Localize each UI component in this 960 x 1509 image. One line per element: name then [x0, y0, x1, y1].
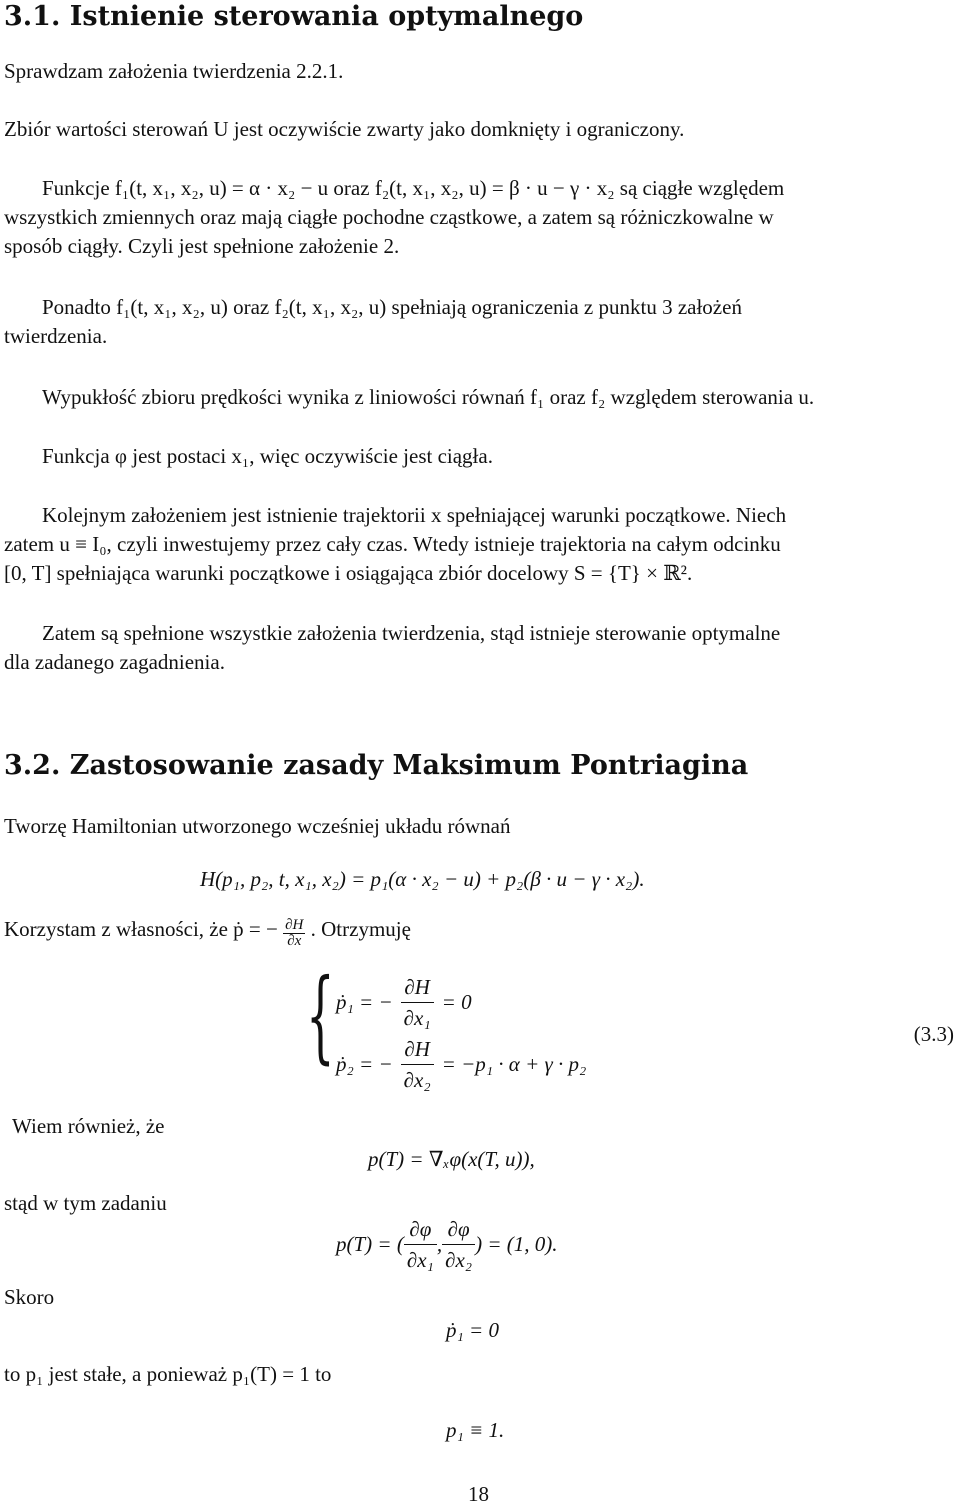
paragraph-trajectory-line2: zatem u ≡ I₀, czyli inwestujemy przez cały czas. Wtedy istnieje trajektoria na całym odcinku — [4, 532, 781, 556]
system-eq2-denominator: ∂x₂ — [403, 1068, 431, 1092]
system-eq2-rhs: = −p₁ · α + γ · p₂ — [441, 1052, 587, 1076]
system-eq1-rhs: = 0 — [441, 990, 472, 1014]
paragraph-trajectory-line3: [0, T] spełniająca warunki początkowe i osiągająca zbiór docelowy S = {T} × ℝ². — [4, 561, 693, 585]
paragraph-conclusion — [4, 619, 956, 677]
paragraph-conclusion-line1: Zatem są spełnione wszystkie założenia twierdzenia, stąd istnieje sterowanie optymalne — [42, 621, 781, 645]
equation-pT-values — [336, 1214, 558, 1275]
equation-p1-constant: p₁ ≡ 1. — [446, 1418, 505, 1442]
system-eq1-lhs: ṗ₁ = − — [336, 990, 393, 1014]
paragraph-constraints — [4, 293, 956, 351]
equation-number: (3.3) — [913, 1022, 954, 1046]
system-eq2-lhs: ṗ₂ = − — [336, 1052, 393, 1076]
paragraph-hamiltonian-intro: Tworzę Hamiltonian utworzonego wcześniej układu równań — [4, 814, 511, 838]
system-brace: { — [306, 957, 335, 1074]
property-text-after: . Otrzymuję — [310, 917, 411, 941]
system-eq1-fraction — [401, 972, 434, 1033]
system-eq1-denominator: ∂x₁ — [403, 1006, 431, 1030]
property-fraction-denominator: ∂x — [287, 933, 302, 949]
section-title-3-2: 3.2. Zastosowanie zasady Maksimum Pontriagina — [4, 750, 749, 781]
equation-pT-gradient: p(T) = ∇ₓφ(x(T, u)), — [368, 1147, 535, 1171]
pT-fraction-2-numerator: ∂φ — [442, 1214, 475, 1245]
page-number: 18 — [468, 1482, 489, 1506]
paragraph-functions-line2: wszystkich zmiennych oraz mają ciągłe pochodne cząstkowe, a zatem są różniczkowalne w — [4, 205, 774, 229]
paragraph-phi-continuity: Funkcja φ jest postaci x₁, więc oczywiście jest ciągła. — [42, 444, 493, 468]
property-fraction — [283, 918, 305, 949]
pT-fraction-1-numerator: ∂φ — [404, 1214, 437, 1245]
section-title-3-1: 3.1. Istnienie sterowania optymalnego — [4, 1, 584, 32]
paragraph-trajectory — [4, 501, 956, 588]
paragraph-convexity: Wypukłość zbioru prędkości wynika z liniowości równań f₁ oraz f₂ względem sterowania u. — [42, 385, 815, 409]
system-equation-2 — [336, 1034, 586, 1095]
paragraph-check-assumptions: Sprawdzam założenia twierdzenia 2.2.1. — [4, 59, 344, 83]
system-equation-1 — [336, 972, 472, 1033]
paragraph-conclusion-line2: dla zadanego zagadnienia. — [4, 650, 225, 674]
paragraph-trajectory-line1: Kolejnym założeniem jest istnienie trajektorii x spełniającej warunki początkowe. Niech — [42, 503, 787, 527]
system-eq2-fraction — [401, 1034, 434, 1095]
label-to: to p₁ jest stałe, a ponieważ p₁(T) = 1 to — [4, 1362, 332, 1386]
pT-values-separator: , — [436, 1232, 443, 1256]
pT-fraction-2 — [442, 1214, 475, 1275]
pT-fraction-2-denominator: ∂x₂ — [445, 1248, 473, 1272]
paragraph-functions-line1: Funkcje f₁(t, x₁, x₂, u) = α · x₂ − u oraz f₂(t, x₁, x₂, u) = β · u − γ · x₂ są ciągłe względem — [42, 176, 785, 200]
paragraph-constraints-line1: Ponadto f₁(t, x₁, x₂, u) oraz f₂(t, x₁, x₂, u) spełniają ograniczenia z punktu 3 założeń — [42, 295, 742, 319]
paragraph-constraints-line2: twierdzenia. — [4, 324, 108, 348]
pT-values-after: ) = (1, 0). — [475, 1232, 558, 1256]
pT-fraction-1 — [404, 1214, 437, 1275]
property-fraction-numerator: ∂H — [285, 917, 304, 933]
system-eq1-numerator: ∂H — [401, 972, 434, 1003]
label-wiem: Wiem również, że — [12, 1114, 165, 1138]
equation-hamiltonian: H(p₁, p₂, t, x₁, x₂) = p₁(α · x₂ − u) + p₂(β · u − γ · x₂). — [200, 867, 645, 891]
system-eq2-numerator: ∂H — [401, 1034, 434, 1065]
label-stad: stąd w tym zadaniu — [4, 1191, 167, 1215]
pT-values-before: p(T) = ( — [336, 1232, 404, 1256]
label-skoro: Skoro — [4, 1285, 55, 1309]
paragraph-control-set: Zbiór wartości sterowań U jest oczywiście zwarty jako domknięty i ograniczony. — [4, 117, 685, 141]
paragraph-functions — [4, 174, 956, 261]
paragraph-property — [4, 915, 411, 949]
property-text-before: Korzystam z własności, że ṗ = − — [4, 917, 278, 941]
paragraph-functions-line3: sposób ciągły. Czyli jest spełnione założenie 2. — [4, 234, 400, 258]
equation-p1-dot: ṗ₁ = 0 — [446, 1318, 499, 1342]
pT-fraction-1-denominator: ∂x₁ — [406, 1248, 434, 1272]
